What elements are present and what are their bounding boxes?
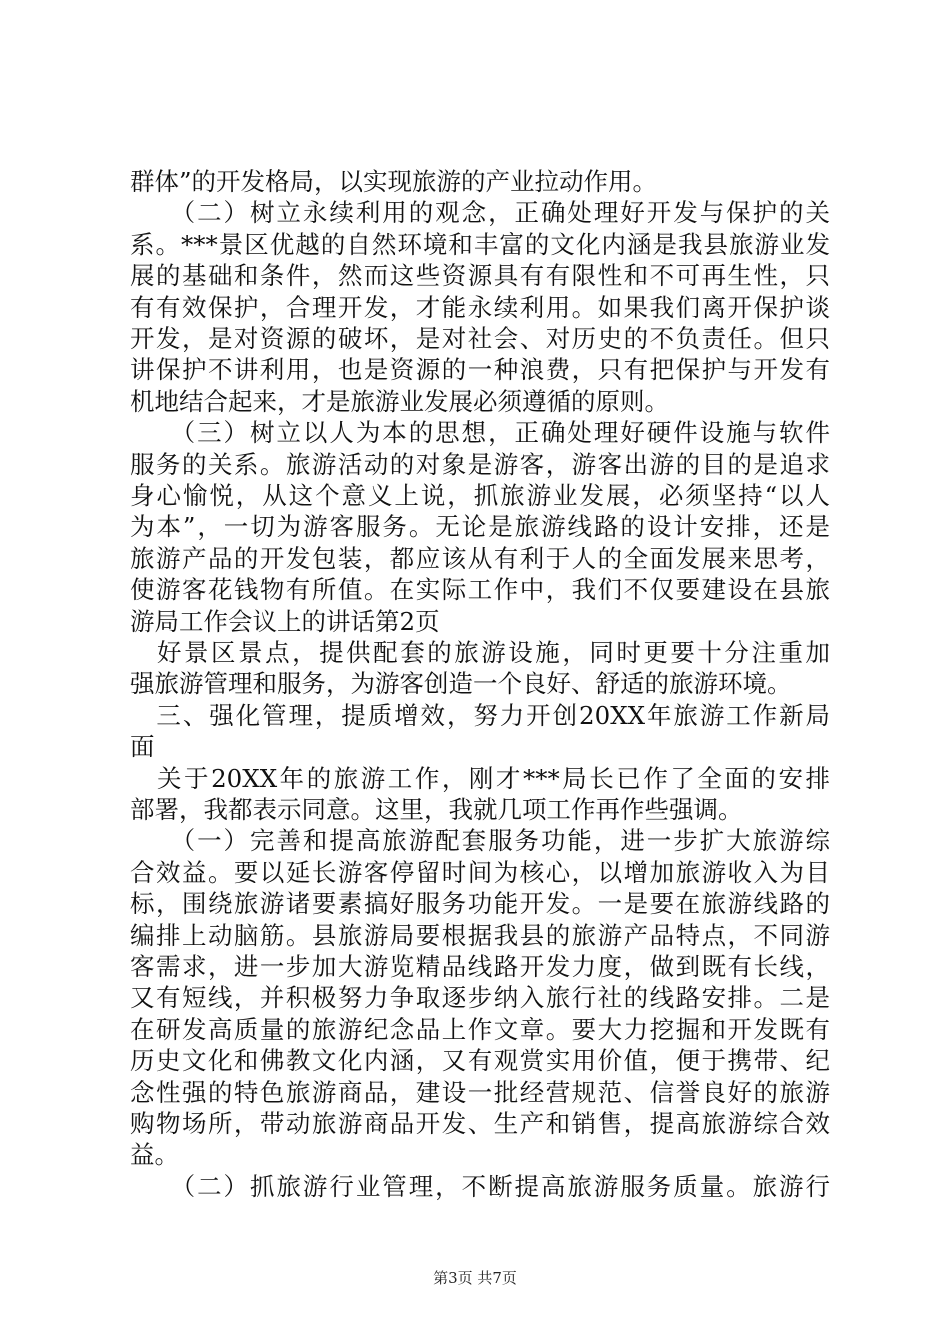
text-line: 益。: [130, 1140, 179, 1170]
text-line: 使游客花钱物有所值。在实际工作中，我们不仅要建设在县旅: [130, 575, 830, 605]
section-heading: 三、强化管理，提质增效，努力开创20XX年旅游工作新局: [130, 700, 830, 730]
text-line: （三）树立以人为本的思想，正确处理好硬件设施与软件: [130, 418, 830, 448]
text-line: 为本”，一切为游客服务。无论是旅游线路的设计安排，还是: [130, 512, 830, 542]
text-line: 历史文化和佛教文化内涵，又有观赏实用价值，便于携带、纪: [130, 1046, 830, 1076]
text-line: 关于20XX年的旅游工作，刚才***局长已作了全面的安排: [130, 763, 830, 793]
text-line: 好景区景点，提供配套的旅游设施，同时更要十分注重加: [130, 638, 830, 667]
text-line: 身心愉悦，从这个意义上说，抓旅游业发展，必须坚持“以人: [130, 481, 830, 510]
text-line: 购物场所，带动旅游商品开发、生产和销售，提高旅游综合效: [130, 1109, 830, 1138]
text-line: 合效益。要以延长游客停留时间为核心，以增加旅游收入为目: [130, 857, 830, 887]
text-line: 群体”的开发格局，以实现旅游的产业拉动作用。: [130, 167, 658, 196]
text-line: 标，围绕旅游诸要素搞好服务功能开发。一是要在旅游线路的: [130, 889, 830, 919]
page-number-footer: 第3页 共7页: [433, 1269, 517, 1287]
text-line: 有有效保护，合理开发，才能永续利用。如果我们离开保护谈: [130, 292, 830, 322]
text-line: 客需求，进一步加大游览精品线路开发力度，做到既有长线，: [130, 952, 830, 981]
text-line: 讲保护不讲利用，也是资源的一种浪费，只有把保护与开发有: [130, 355, 830, 385]
text-line: （二）抓旅游行业管理，不断提高旅游服务质量。旅游行: [130, 1171, 830, 1201]
text-line: 强旅游管理和服务，为游客创造一个良好、舒适的旅游环境。: [130, 669, 792, 699]
text-line: 又有短线，并积极努力争取逐步纳入旅行社的线路安排。二是: [130, 983, 830, 1013]
text-line: 系。***景区优越的自然环境和丰富的文化内涵是我县旅游业发: [130, 229, 830, 259]
text-line: （一）完善和提高旅游配套服务功能，进一步扩大旅游综: [130, 826, 830, 856]
text-line: 旅游产品的开发包装，都应该从有利于人的全面发展来思考，: [130, 543, 830, 573]
text-line: 游局工作会议上的讲话第2页: [130, 606, 440, 636]
text-line: 机地结合起来，才是旅游业发展必须遵循的原则。: [130, 386, 669, 416]
text-line: 开发，是对资源的破坏，是对社会、对历史的不负责任。但只: [130, 324, 830, 353]
text-line: 部署，我都表示同意。这里，我就几项工作再作些强调。: [130, 795, 743, 824]
text-line: 在研发高质量的旅游纪念品上作文章。要大力挖掘和开发既有: [130, 1014, 830, 1044]
text-line: （二）树立永续利用的观念，正确处理好开发与保护的关: [130, 198, 830, 228]
text-line: 编排上动脑筋。县旅游局要根据我县的旅游产品特点，不同游: [130, 920, 830, 950]
section-heading: 面: [130, 732, 155, 762]
text-line: 服务的关系。旅游活动的对象是游客，游客出游的目的是追求: [130, 449, 830, 479]
text-line: 念性强的特色旅游商品，建设一批经营规范、信誉良好的旅游: [130, 1077, 830, 1107]
text-line: 展的基础和条件，然而这些资源具有有限性和不可再生性，只: [130, 261, 830, 291]
